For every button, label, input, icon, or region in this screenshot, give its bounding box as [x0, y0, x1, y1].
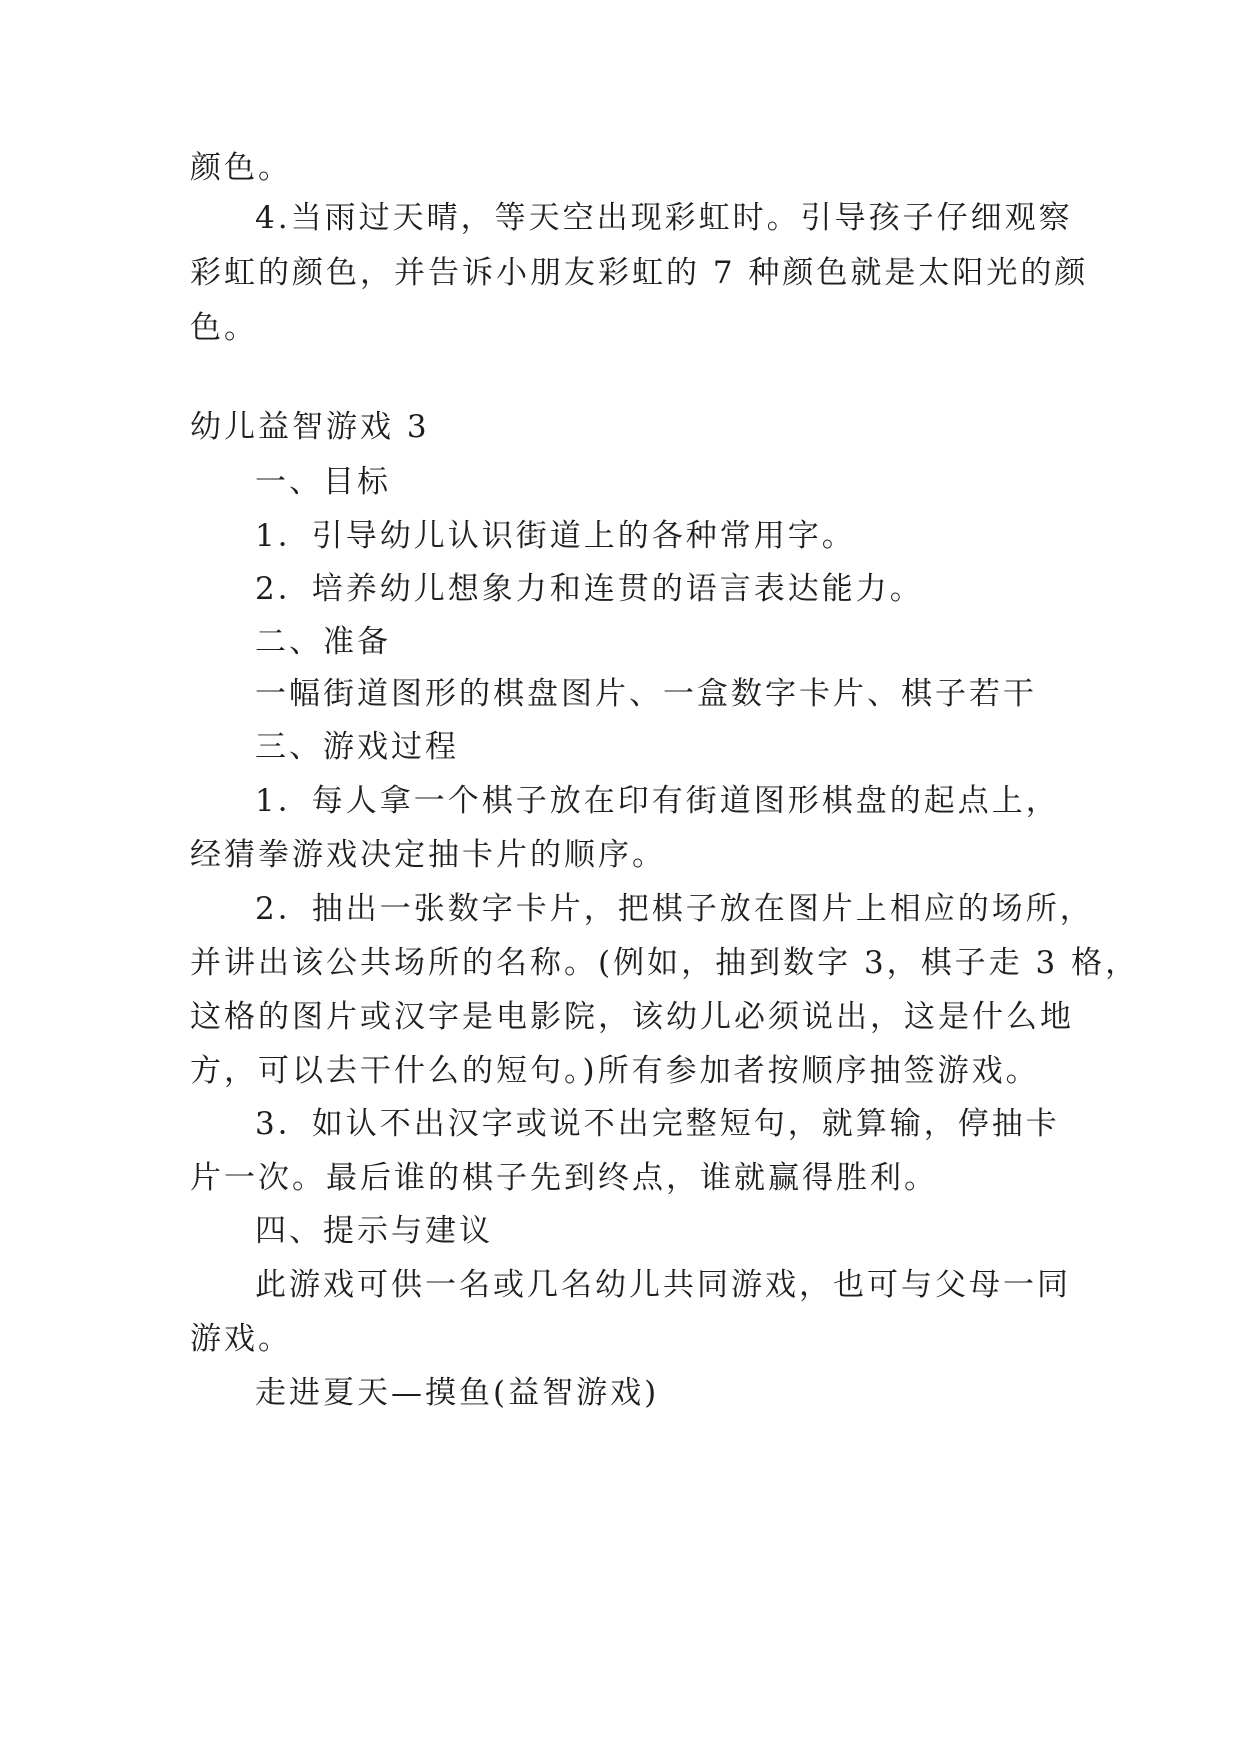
subheading: 一、目标: [255, 464, 391, 500]
subheading: 四、提示与建议: [255, 1213, 493, 1249]
paragraph-line: 这格的图片或汉字是电影院，该幼儿必须说出，这是什么地: [190, 999, 1074, 1035]
list-item: 1．引导幼儿认识街道上的各种常用字。: [255, 518, 856, 554]
paragraph-line: 此游戏可供一名或几名幼儿共同游戏，也可与父母一同: [255, 1267, 1071, 1303]
list-item: 1．每人拿一个棋子放在印有街道图形棋盘的起点上，: [255, 783, 1060, 819]
subheading: 二、准备: [255, 624, 391, 660]
list-item: 2．抽出一张数字卡片，把棋子放在图片上相应的场所，: [255, 891, 1094, 927]
paragraph-line: 色。: [190, 310, 258, 346]
paragraph-line: 一幅街道图形的棋盘图片、一盒数字卡片、棋子若干: [255, 676, 1037, 712]
paragraph-line: 并讲出该公共场所的名称。(例如，抽到数字 3，棋子走 3 格，: [190, 945, 1140, 981]
section-title: 走进夏天—摸鱼(益智游戏): [255, 1375, 660, 1411]
subheading: 三、游戏过程: [255, 729, 459, 765]
section-title: 幼儿益智游戏 3: [190, 409, 430, 445]
list-item: 3．如认不出汉字或说不出完整短句，就算输，停抽卡: [255, 1106, 1060, 1142]
paragraph-line: 方，可以去干什么的短句。)所有参加者按顺序抽签游戏。: [190, 1053, 1040, 1089]
paragraph-line: 游戏。: [190, 1321, 292, 1357]
paragraph-line: 颜色。: [190, 150, 292, 186]
paragraph-line: 经猜拳游戏决定抽卡片的顺序。: [190, 837, 666, 873]
paragraph-line: 4.当雨过天晴，等天空出现彩虹时。引导孩子仔细观察: [255, 200, 1073, 236]
list-item: 2．培养幼儿想象力和连贯的语言表达能力。: [255, 571, 924, 607]
paragraph-line: 片一次。最后谁的棋子先到终点，谁就赢得胜利。: [190, 1160, 938, 1196]
paragraph-line: 彩虹的颜色，并告诉小朋友彩虹的 7 种颜色就是太阳光的颜: [190, 255, 1089, 291]
